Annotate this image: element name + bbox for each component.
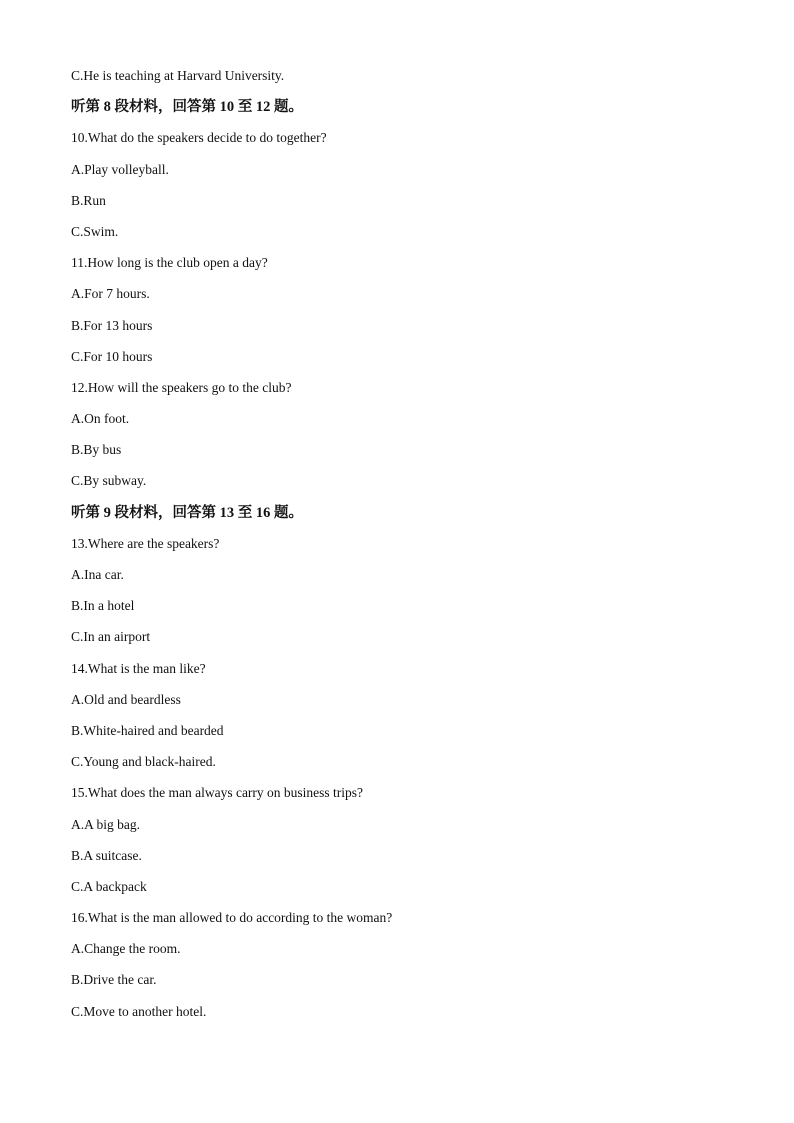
option-12c: C.By subway. [71,473,147,489]
option-14b: B.White-haired and bearded [71,722,224,738]
section-heading-9: 听第 9 段材料，回答第 13 至 16 题。 [71,504,303,521]
question-11: 11.How long is the club open a day? [71,255,268,271]
option-16b: B.Drive the car. [71,972,157,988]
option-14c: C.Young and black-haired. [71,754,216,770]
option-11c: C.For 10 hours [71,348,153,364]
option-13c: C.In an airport [71,629,151,645]
option-9c: C.He is teaching at Harvard University. [71,68,285,83]
option-13b: B.In a hotel [71,598,135,614]
question-10: 10.What do the speakers decide to do together? [71,130,327,146]
question-12: 12.How will the speakers go to the club? [71,379,292,395]
option-10a: A.Play volleyball. [71,161,169,177]
option-14a: A.Old and beardless [71,691,181,707]
option-15b: B.A suitcase. [71,847,142,863]
option-12b: B.By bus [71,442,122,458]
question-16: 16.What is the man allowed to do according to the woman? [71,910,393,926]
question-13: 13.Where are the speakers? [71,535,220,551]
option-13a: A.Ina car. [71,567,124,582]
section-heading-8: 听第 8 段材料，回答第 10 至 12 题。 [71,99,303,116]
question-15: 15.What does the man always carry on business trips? [71,785,364,801]
option-15a: A.A big bag. [71,816,140,832]
option-10b: B.Run [71,192,106,208]
option-16c: C.Move to another hotel. [71,1003,207,1019]
option-10c: C.Swim. [71,223,119,239]
option-15c: C.A backpack [71,878,147,894]
option-11a: A.For 7 hours. [71,286,150,302]
option-11b: B.For 13 hours [71,317,153,333]
exam-content [71,66,751,1033]
option-12a: A.On foot. [71,411,130,427]
option-16a: A.Change the room. [71,941,181,957]
question-14: 14.What is the man like? [71,660,206,676]
